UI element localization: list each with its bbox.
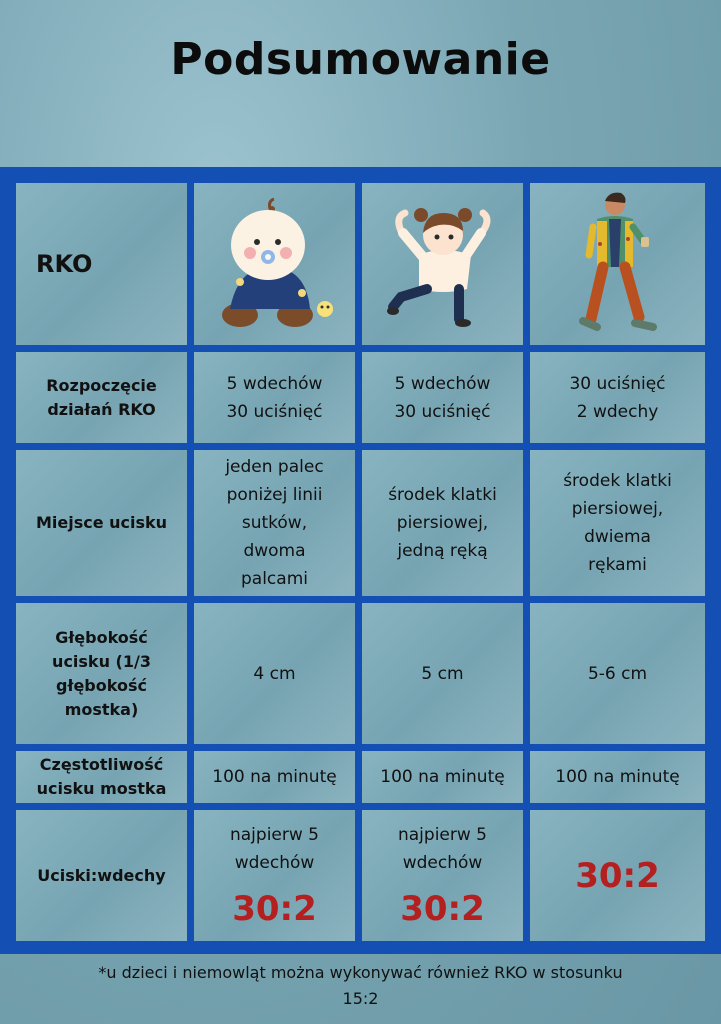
cell-line: jeden palec	[225, 457, 324, 477]
row-label-line: głębokość	[56, 675, 147, 695]
cell-frequency-adult	[530, 751, 705, 803]
cell-line: środek klatki	[563, 471, 672, 491]
ratio-value: 30:2	[400, 888, 485, 929]
cell-line: piersiowej,	[396, 513, 489, 533]
cell-line: dwiema	[584, 527, 651, 547]
cell-line: 30 uciśnięć	[394, 401, 491, 422]
footnote-line: 15:2	[342, 989, 379, 1008]
cell-start-baby	[194, 352, 355, 443]
cell-ratio-adult	[530, 810, 705, 941]
row-label-line: mostka)	[64, 699, 139, 719]
cell-line: dwoma	[243, 541, 306, 561]
summary-table	[0, 167, 721, 954]
cell-location-baby	[194, 450, 355, 596]
cell-line: 5-6 cm	[587, 663, 648, 684]
row-label-depth	[16, 603, 187, 744]
cell-line: wdechów	[402, 852, 483, 873]
cell-line: najpierw 5	[397, 824, 487, 845]
cell-line: jedną ręką	[397, 541, 488, 561]
cell-line: najpierw 5	[229, 824, 319, 845]
row-label-line: Miejsce ucisku	[35, 513, 168, 532]
cell-line: środek klatki	[388, 485, 497, 505]
row-label-line: działań RKO	[47, 399, 156, 419]
cell-frequency-child	[362, 751, 523, 803]
ratio-value: 30:2	[232, 888, 317, 929]
cell-line: wdechów	[234, 852, 315, 873]
row-label-line: Głębokość	[55, 627, 148, 647]
row-label-ratio	[16, 810, 187, 941]
cell-line: 100 na minutę	[212, 767, 337, 787]
row-label-start	[16, 352, 187, 443]
header-baby	[194, 183, 355, 345]
cell-start-adult	[530, 352, 705, 443]
cell-line: 100 na minutę	[555, 767, 680, 787]
cell-line: 2 wdechy	[576, 401, 659, 422]
cell-line: 30 uciśnięć	[569, 373, 666, 394]
cell-line: 4 cm	[253, 663, 296, 684]
row-label-line: Częstotliwość	[39, 755, 164, 774]
footnote	[0, 960, 721, 1012]
cell-line: 100 na minutę	[380, 767, 505, 787]
baby-icon	[210, 197, 340, 332]
row-label-line: ucisku mostka	[36, 779, 167, 798]
rko-label: RKO	[36, 250, 93, 278]
ratio-value: 30:2	[575, 855, 660, 896]
row-label-line: ucisku (1/3	[52, 651, 151, 671]
cell-line: 5 wdechów	[226, 373, 323, 394]
cell-line: 30 uciśnięć	[226, 401, 323, 422]
cell-line: 5 wdechów	[394, 373, 491, 394]
cell-location-child	[362, 450, 523, 596]
row-label-frequency	[16, 751, 187, 803]
cell-depth-adult	[530, 603, 705, 744]
cell-line: poniżej linii	[226, 485, 323, 505]
cell-line: palcami	[241, 569, 308, 589]
header-child	[362, 183, 523, 345]
child-icon	[383, 197, 503, 332]
cell-depth-child	[362, 603, 523, 744]
row-label-location	[16, 450, 187, 596]
header-rko	[16, 183, 187, 345]
cell-depth-baby	[194, 603, 355, 744]
cell-line: piersiowej,	[571, 499, 664, 519]
cell-ratio-baby	[194, 810, 355, 941]
cell-frequency-baby	[194, 751, 355, 803]
adult-icon	[573, 189, 663, 339]
cell-ratio-child	[362, 810, 523, 941]
cell-line: rękami	[588, 555, 647, 575]
row-label-line: Rozpoczęcie	[46, 375, 157, 395]
page-title: Podsumowanie	[170, 34, 551, 85]
cell-start-child	[362, 352, 523, 443]
cell-line: sutków,	[241, 513, 308, 533]
footnote-line: *u dzieci i niemowląt można wykonywać również RKO w stosunku	[98, 963, 623, 982]
header-adult	[530, 183, 705, 345]
cell-location-adult	[530, 450, 705, 596]
cell-line: 5 cm	[421, 663, 464, 684]
row-label-line: Uciski:wdechy	[37, 865, 166, 885]
